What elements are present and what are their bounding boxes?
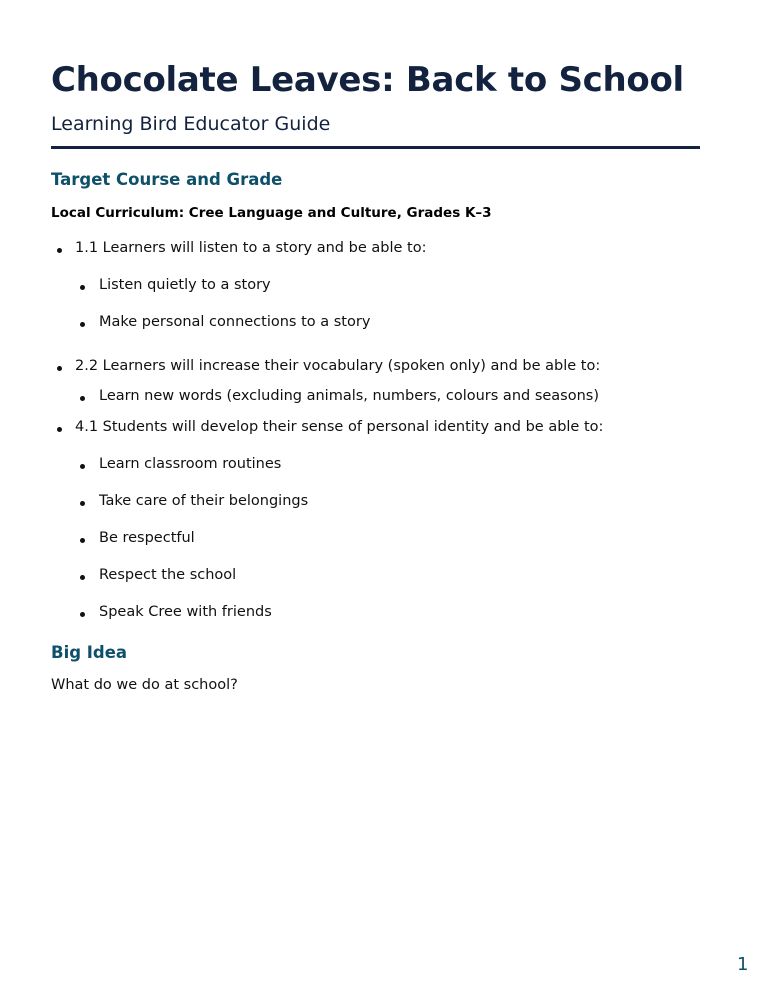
header-divider xyxy=(51,146,700,149)
sub-item-label: Learn new words (excluding animals, numbers, colours and seasons) xyxy=(99,388,600,404)
sub-item-label: Learn classroom routines xyxy=(99,456,282,472)
sub-item-label: Listen quietly to a story xyxy=(99,277,271,293)
sub-item-label: Make personal connections to a story xyxy=(99,314,371,330)
outcome-label: 4.1 Students will develop their sense of personal identity and be able to: xyxy=(75,419,604,435)
sub-item-label: Be respectful xyxy=(99,530,195,546)
sub-item-label: Speak Cree with friends xyxy=(99,604,272,620)
sub-item xyxy=(99,388,599,404)
sub-item xyxy=(99,567,236,583)
outcome-item xyxy=(75,358,600,374)
sub-item xyxy=(99,493,308,509)
document-title: Chocolate Leaves: Back to School xyxy=(51,60,684,100)
bullet-icon xyxy=(80,575,85,580)
outcome-item xyxy=(75,419,603,435)
big-idea-text: What do we do at school? xyxy=(51,677,238,693)
bullet-icon xyxy=(57,248,62,253)
bullet-icon xyxy=(57,427,62,432)
sub-item-label: Respect the school xyxy=(99,567,237,583)
sub-item xyxy=(99,277,271,293)
target-course-heading: Target Course and Grade xyxy=(51,170,283,189)
outcome-label: 1.1 Learners will listen to a story and be able to: xyxy=(75,240,427,256)
bullet-icon xyxy=(80,464,85,469)
bullet-icon xyxy=(80,501,85,506)
bullet-icon xyxy=(80,322,85,327)
curriculum-label: Local Curriculum: Cree Language and Culture, Grades K–3 xyxy=(51,205,492,221)
sub-item xyxy=(99,530,195,546)
sub-item xyxy=(99,604,272,620)
big-idea-heading: Big Idea xyxy=(51,643,128,662)
bullet-icon xyxy=(80,285,85,290)
bullet-icon xyxy=(80,612,85,617)
bullet-icon xyxy=(80,396,85,401)
page-number: 1 xyxy=(737,954,749,975)
outcome-item xyxy=(75,240,426,256)
sub-item xyxy=(99,456,281,472)
document-subtitle: Learning Bird Educator Guide xyxy=(51,113,331,135)
sub-item-label: Take care of their belongings xyxy=(99,493,309,509)
bullet-icon xyxy=(80,538,85,543)
sub-item xyxy=(99,314,370,330)
outcome-label: 2.2 Learners will increase their vocabulary (spoken only) and be able to: xyxy=(75,358,601,374)
bullet-icon xyxy=(57,366,62,371)
